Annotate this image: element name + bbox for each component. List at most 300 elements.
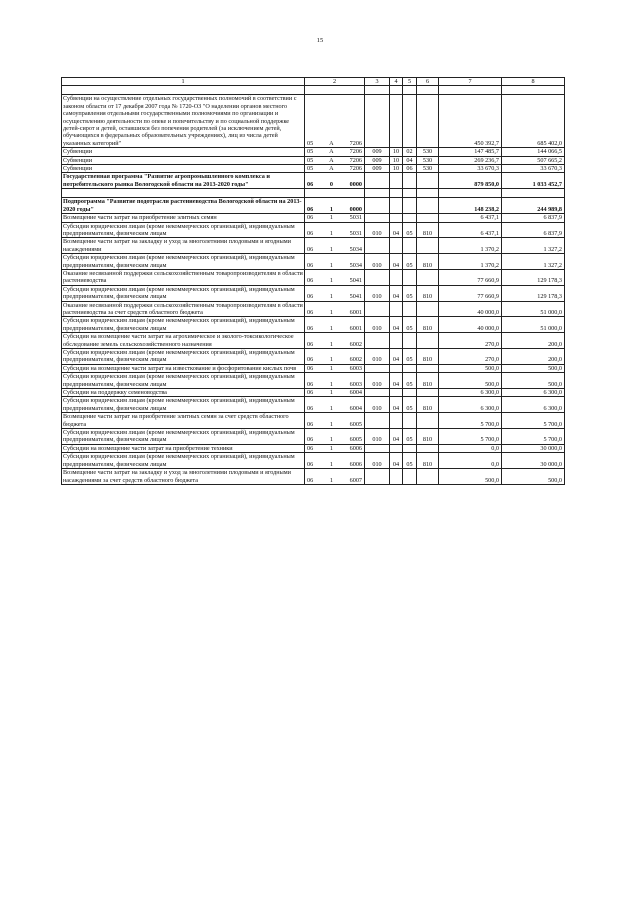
- row-name: Субсидии юридическим лицам (кроме некоммерческих организаций), индивидуальным предпринимателям, физическим лицам: [62, 453, 305, 469]
- row-amount-col7: 77 660,9: [439, 285, 502, 301]
- target-code-p1: 06: [307, 324, 314, 332]
- header-cell: 2: [305, 78, 365, 86]
- row-expense-type: 530: [417, 165, 439, 173]
- table-row: [62, 156, 565, 164]
- table-row: [62, 301, 565, 317]
- header-cell: 3: [365, 78, 390, 86]
- row-target-code: [305, 173, 365, 189]
- table-row: [62, 389, 565, 397]
- row-name: Субвенции: [62, 148, 305, 156]
- row-name: Оказание несвязанной поддержки сельскохозяйственным товаропроизводителям в области растениеводства: [63, 269, 303, 285]
- target-code-p3: 6007: [349, 476, 362, 484]
- row-ministry-code: [365, 269, 390, 285]
- target-code-p2: 1: [329, 308, 333, 316]
- row-target-code: [305, 165, 365, 173]
- row-section-code: 04: [390, 429, 403, 445]
- row-subsection-code: [403, 95, 417, 148]
- row-subsection-code: 05: [403, 254, 417, 270]
- target-code-p2: 1: [329, 364, 333, 372]
- target-code-p3: 7206: [349, 139, 362, 147]
- row-name: Субсидии юридическим лицам (кроме некоммерческих организаций), индивидуальным предпринимателям, физическим лицам: [62, 222, 305, 238]
- row-ministry-code: [365, 413, 390, 429]
- row-amount-col7: 33 670,3: [439, 165, 502, 173]
- row-amount-col8: 500,0: [502, 364, 565, 372]
- row-amount-col7: 500,0: [439, 373, 502, 389]
- row-name: Оказание несвязанной поддержки сельскохозяйственным товаропроизводителям в области растениеводства за счет средств областного бюджета: [63, 301, 303, 316]
- target-code-p3: 6005: [349, 420, 362, 428]
- target-code-p3: 0000: [349, 180, 362, 188]
- spacer-row: [62, 189, 565, 198]
- target-code-p2: А: [329, 148, 334, 156]
- row-target-code: [305, 238, 365, 254]
- target-code-p1: 06: [307, 444, 314, 452]
- row-amount-col7: 6 437,1: [439, 222, 502, 238]
- row-subsection-code: [403, 198, 417, 214]
- target-code-parts: [307, 165, 362, 172]
- spacer-cell: [417, 86, 439, 95]
- row-ministry-code: 010: [365, 254, 390, 270]
- row-amount-col8: 30 000,0: [502, 453, 565, 469]
- target-code-p1: 06: [307, 340, 314, 348]
- table-row: [62, 285, 565, 301]
- spacer-cell: [403, 86, 417, 95]
- row-ministry-code: [365, 364, 390, 372]
- row-amount-col8: 129 178,3: [502, 285, 565, 301]
- row-section-code: 04: [390, 254, 403, 270]
- table-row: [62, 173, 565, 189]
- row-section-code: 04: [390, 349, 403, 365]
- row-section-code: [390, 198, 403, 214]
- row-ministry-code: 009: [365, 148, 390, 156]
- row-subsection-code: [403, 413, 417, 429]
- target-code-parts: [307, 262, 362, 269]
- row-amount-col8: 685 402,0: [502, 95, 565, 148]
- header-cell: 5: [403, 78, 417, 86]
- target-code-p3: 7206: [349, 165, 362, 173]
- row-amount-col7: 40 000,0: [439, 317, 502, 333]
- target-code-p1: 05: [307, 165, 314, 173]
- row-section-code: [390, 214, 403, 222]
- target-code-p3: 5031: [349, 214, 362, 222]
- row-target-code: [305, 95, 365, 148]
- row-amount-col8: 51 000,0: [502, 301, 565, 317]
- budget-table: [61, 77, 565, 485]
- row-name: Субвенции: [62, 156, 305, 164]
- target-code-p1: 06: [307, 180, 314, 188]
- header-row: [62, 78, 565, 86]
- row-amount-col7: 270,0: [439, 333, 502, 349]
- row-name: Субвенции на осуществление отдельных государственных полномочий в соответствии с законом области от 17 декабря 2007 года № 1720-ОЗ "О наделении органов местного самоуправления отдельными государственными полномочиями по организации и осуществлению деятельности по опеке и попечительству и по социальной поддержке детей-сирот и детей, оставшихся без попечения родителей (за исключением детей, обучающихся в федеральных образовательных учреждениях), лиц из числа детей указанных категорий": [62, 95, 305, 148]
- row-ministry-code: [365, 198, 390, 214]
- row-amount-col7: 269 236,7: [439, 156, 502, 164]
- row-amount-col7: 1 370,2: [439, 254, 502, 270]
- row-name: Государственная программа "Развитие агропромышленного комплекса и потребительского рынка Вологодской области на 2013-2020 годы": [62, 173, 305, 189]
- row-amount-col8: 33 670,3: [502, 165, 565, 173]
- target-code-p1: 06: [307, 389, 314, 397]
- target-code-parts: [307, 309, 362, 316]
- table-row: [62, 269, 565, 285]
- target-code-parts: [307, 421, 362, 428]
- row-target-code: [305, 156, 365, 164]
- row-amount-col7: 0,0: [439, 453, 502, 469]
- row-target-code: [305, 469, 365, 485]
- row-target-code: [305, 317, 365, 333]
- row-section-code: [390, 95, 403, 148]
- row-target-code: [305, 373, 365, 389]
- row-expense-type: 530: [417, 148, 439, 156]
- row-section-code: [390, 469, 403, 485]
- target-code-parts: [307, 389, 362, 396]
- target-code-p1: 06: [307, 436, 314, 444]
- row-amount-col7: 450 392,7: [439, 95, 502, 148]
- target-code-p2: А: [329, 139, 334, 147]
- row-expense-type: 530: [417, 156, 439, 164]
- table-row: [62, 198, 565, 214]
- row-ministry-code: [365, 238, 390, 254]
- target-code-p3: 6006: [349, 460, 362, 468]
- row-target-code: [305, 453, 365, 469]
- target-code-p2: 1: [329, 293, 333, 301]
- row-section-code: [390, 333, 403, 349]
- row-section-code: [390, 238, 403, 254]
- row-section-code: 04: [390, 317, 403, 333]
- row-expense-type: [417, 238, 439, 254]
- row-amount-col8: 200,0: [502, 333, 565, 349]
- table-row: [62, 397, 565, 413]
- row-amount-col7: 1 370,2: [439, 238, 502, 254]
- row-amount-col7: 500,0: [439, 469, 502, 485]
- target-code-p1: 06: [307, 460, 314, 468]
- target-code-parts: [307, 381, 362, 388]
- row-target-code: [305, 389, 365, 397]
- row-ministry-code: [365, 214, 390, 222]
- row-expense-type: [417, 389, 439, 397]
- target-code-p1: 06: [307, 214, 314, 222]
- target-code-p2: А: [329, 165, 334, 173]
- target-code-p2: 0: [329, 180, 333, 188]
- target-code-p3: 7206: [349, 156, 362, 164]
- row-section-code: 10: [390, 148, 403, 156]
- target-code-parts: [307, 293, 362, 300]
- row-ministry-code: [365, 95, 390, 148]
- target-code-p2: 1: [329, 245, 333, 253]
- row-expense-type: 810: [417, 373, 439, 389]
- target-code-p1: 06: [307, 364, 314, 372]
- target-code-p2: 1: [329, 356, 333, 364]
- table-row: [62, 333, 565, 349]
- row-ministry-code: 010: [365, 285, 390, 301]
- spacer-cell: [417, 189, 439, 198]
- row-amount-col8: 30 000,0: [502, 444, 565, 452]
- row-expense-type: 810: [417, 453, 439, 469]
- spacer-cell: [439, 189, 502, 198]
- row-expense-type: [417, 469, 439, 485]
- row-subsection-code: [403, 269, 417, 285]
- spacer-cell: [365, 86, 390, 95]
- row-ministry-code: 009: [365, 156, 390, 164]
- row-amount-col8: 6 837,9: [502, 214, 565, 222]
- target-code-p2: 1: [329, 277, 333, 285]
- row-subsection-code: [403, 333, 417, 349]
- target-code-p3: 6002: [349, 356, 362, 364]
- row-section-code: [390, 444, 403, 452]
- table-row: [62, 364, 565, 372]
- spacer-cell: [439, 86, 502, 95]
- header-cell: 7: [439, 78, 502, 86]
- target-code-p3: 6002: [349, 340, 362, 348]
- row-expense-type: [417, 214, 439, 222]
- row-amount-col8: 1 327,2: [502, 254, 565, 270]
- row-ministry-code: 010: [365, 429, 390, 445]
- row-amount-col7: 500,0: [439, 364, 502, 372]
- row-target-code: [305, 413, 365, 429]
- row-subsection-code: 06: [403, 165, 417, 173]
- row-expense-type: 810: [417, 397, 439, 413]
- row-amount-col7: 6 300,0: [439, 389, 502, 397]
- target-code-p1: 06: [307, 476, 314, 484]
- row-expense-type: [417, 364, 439, 372]
- spacer-cell: [390, 86, 403, 95]
- row-expense-type: [417, 269, 439, 285]
- row-ministry-code: [365, 444, 390, 452]
- row-ministry-code: [365, 301, 390, 317]
- row-subsection-code: [403, 173, 417, 189]
- target-code-p2: 1: [329, 436, 333, 444]
- target-code-p1: 06: [307, 404, 314, 412]
- spacer-cell: [502, 189, 565, 198]
- row-amount-col8: 1 033 452,7: [502, 173, 565, 189]
- row-target-code: [305, 148, 365, 156]
- row-amount-col7: 77 660,9: [439, 269, 502, 285]
- row-name: Субсидии юридическим лицам (кроме некоммерческих организаций), индивидуальным предпринимателям, физическим лицам: [62, 373, 305, 389]
- target-code-p1: 05: [307, 148, 314, 156]
- target-code-parts: [307, 246, 362, 253]
- row-subsection-code: 05: [403, 373, 417, 389]
- spacer-row: [62, 86, 565, 95]
- target-code-parts: [307, 341, 362, 348]
- row-name: Субсидии юридическим лицам (кроме некоммерческих организаций), индивидуальным предпринимателям, физическим лицам: [62, 349, 305, 365]
- target-code-p2: 1: [329, 476, 333, 484]
- target-code-p1: 05: [307, 139, 314, 147]
- row-target-code: [305, 364, 365, 372]
- row-expense-type: 810: [417, 349, 439, 365]
- table-row: [62, 317, 565, 333]
- row-subsection-code: 02: [403, 148, 417, 156]
- row-name: Субсидии юридическим лицам (кроме некоммерческих организаций), индивидуальным предпринимателям, физическим лицам: [62, 397, 305, 413]
- row-subsection-code: [403, 214, 417, 222]
- row-section-code: [390, 364, 403, 372]
- row-section-code: [390, 389, 403, 397]
- row-ministry-code: 010: [365, 317, 390, 333]
- target-code-parts: [307, 214, 362, 221]
- spacer-cell: [305, 86, 365, 95]
- target-code-p3: 6001: [349, 308, 362, 316]
- target-code-p3: 6004: [349, 404, 362, 412]
- target-code-p1: 05: [307, 156, 314, 164]
- target-code-parts: [307, 461, 362, 468]
- target-code-p1: 06: [307, 229, 314, 237]
- target-code-p3: 5034: [349, 245, 362, 253]
- target-code-parts: [307, 445, 362, 452]
- row-subsection-code: [403, 389, 417, 397]
- row-ministry-code: [365, 173, 390, 189]
- row-target-code: [305, 214, 365, 222]
- row-target-code: [305, 301, 365, 317]
- target-code-parts: [307, 325, 362, 332]
- table-row: [62, 469, 565, 485]
- row-expense-type: [417, 444, 439, 452]
- row-subsection-code: 05: [403, 429, 417, 445]
- spacer-cell: [365, 189, 390, 198]
- row-target-code: [305, 397, 365, 413]
- target-code-p1: 06: [307, 261, 314, 269]
- target-code-p1: 06: [307, 308, 314, 316]
- target-code-p2: 1: [329, 420, 333, 428]
- target-code-p1: 06: [307, 245, 314, 253]
- target-code-p3: 5034: [349, 261, 362, 269]
- row-amount-col7: 5 700,0: [439, 429, 502, 445]
- spacer-cell: [62, 189, 305, 198]
- row-target-code: [305, 285, 365, 301]
- row-expense-type: [417, 413, 439, 429]
- row-amount-col8: 51 000,0: [502, 317, 565, 333]
- spacer-cell: [403, 189, 417, 198]
- target-code-parts: [307, 405, 362, 412]
- header-cell: 1: [62, 78, 305, 86]
- target-code-p2: 1: [329, 389, 333, 397]
- table-row: [62, 165, 565, 173]
- row-amount-col8: 244 989,8: [502, 198, 565, 214]
- row-subsection-code: 05: [403, 317, 417, 333]
- row-name: Возмещение части затрат на закладку и уход за многолетними плодовыми и ягодными насаждениями за счет средств областного бюджета: [62, 469, 305, 485]
- row-subsection-code: 05: [403, 222, 417, 238]
- row-expense-type: [417, 95, 439, 148]
- row-target-code: [305, 333, 365, 349]
- row-name: Субсидии юридическим лицам (кроме некоммерческих организаций), индивидуальным предпринимателям, физическим лицам: [62, 429, 305, 445]
- row-expense-type: [417, 198, 439, 214]
- spacer-cell: [502, 86, 565, 95]
- target-code-p3: 6001: [349, 324, 362, 332]
- row-expense-type: [417, 301, 439, 317]
- row-amount-col7: 40 000,0: [439, 301, 502, 317]
- target-code-p2: 1: [329, 444, 333, 452]
- target-code-p3: 6006: [349, 444, 362, 452]
- row-section-code: 10: [390, 156, 403, 164]
- row-amount-col8: 6 837,9: [502, 222, 565, 238]
- row-target-code: [305, 349, 365, 365]
- target-code-parts: [307, 206, 362, 213]
- row-amount-col8: 144 066,5: [502, 148, 565, 156]
- row-section-code: [390, 269, 403, 285]
- row-subsection-code: [403, 364, 417, 372]
- target-code-p1: 06: [307, 356, 314, 364]
- row-name: Подпрограмма "Развитие подотрасли растениеводства Вологодской области на 2013-2020 годы": [62, 198, 305, 214]
- row-section-code: 04: [390, 453, 403, 469]
- row-amount-col7: 5 700,0: [439, 413, 502, 429]
- row-subsection-code: 05: [403, 453, 417, 469]
- target-code-p2: 1: [329, 324, 333, 332]
- target-code-p2: 1: [329, 340, 333, 348]
- spacer-cell: [390, 189, 403, 198]
- row-amount-col7: 879 850,0: [439, 173, 502, 189]
- row-target-code: [305, 198, 365, 214]
- page-number: 15: [316, 37, 324, 44]
- table-row: [62, 373, 565, 389]
- row-name: Субсидии на возмещение части затрат на приобретение техники: [62, 444, 305, 452]
- row-amount-col8: 200,0: [502, 349, 565, 365]
- row-ministry-code: 010: [365, 373, 390, 389]
- row-ministry-code: 010: [365, 453, 390, 469]
- table-row: [62, 453, 565, 469]
- target-code-p3: 6003: [349, 380, 362, 388]
- target-code-p3: 6005: [349, 436, 362, 444]
- row-expense-type: 810: [417, 429, 439, 445]
- target-code-parts: [307, 477, 362, 484]
- target-code-p2: 1: [329, 229, 333, 237]
- row-subsection-code: 05: [403, 397, 417, 413]
- row-target-code: [305, 254, 365, 270]
- target-code-p3: 5041: [349, 277, 362, 285]
- target-code-parts: [307, 148, 362, 155]
- target-code-parts: [307, 365, 362, 372]
- target-code-p1: 06: [307, 205, 314, 213]
- row-amount-col7: 270,0: [439, 349, 502, 365]
- target-code-p2: 1: [329, 380, 333, 388]
- row-name: Субсидии на возмещение части затрат на агрохимическое и эколого-токсикологическое обследование земель сельскохозяйственного назначения: [62, 333, 305, 349]
- row-subsection-code: 05: [403, 285, 417, 301]
- row-section-code: 10: [390, 165, 403, 173]
- target-code-p3: 6003: [349, 364, 362, 372]
- row-section-code: 04: [390, 397, 403, 413]
- target-code-p2: 1: [329, 205, 333, 213]
- row-amount-col8: 5 700,0: [502, 429, 565, 445]
- target-code-p3: 5041: [349, 293, 362, 301]
- row-amount-col7: 148 238,2: [439, 198, 502, 214]
- row-amount-col7: 147 485,7: [439, 148, 502, 156]
- row-subsection-code: [403, 238, 417, 254]
- row-subsection-code: 05: [403, 349, 417, 365]
- row-ministry-code: [365, 389, 390, 397]
- row-subsection-code: 04: [403, 156, 417, 164]
- target-code-p2: 1: [329, 261, 333, 269]
- row-name: Возмещение части затрат на закладку и уход за многолетними плодовыми и ягодными насаждениями: [62, 238, 305, 254]
- target-code-parts: [307, 140, 362, 147]
- target-code-p3: 5031: [349, 229, 362, 237]
- row-expense-type: 810: [417, 317, 439, 333]
- row-name: Возмещение части затрат на приобретение элитных семян за счет средств областного бюджета: [62, 413, 305, 429]
- row-amount-col8: 6 300,0: [502, 397, 565, 413]
- row-expense-type: [417, 173, 439, 189]
- row-ministry-code: 010: [365, 397, 390, 413]
- table-row: [62, 95, 565, 148]
- row-ministry-code: [365, 333, 390, 349]
- target-code-p3: 7206: [349, 148, 362, 156]
- row-expense-type: 810: [417, 254, 439, 270]
- header-cell: 4: [390, 78, 403, 86]
- target-code-p2: 1: [329, 404, 333, 412]
- row-amount-col8: 500,0: [502, 373, 565, 389]
- row-name: Возмещение части затрат на приобретение элитных семян: [62, 214, 305, 222]
- row-expense-type: 810: [417, 222, 439, 238]
- table-row: [62, 413, 565, 429]
- row-subsection-code: [403, 301, 417, 317]
- row-ministry-code: 009: [365, 165, 390, 173]
- table-row: [62, 444, 565, 452]
- target-code-parts: [307, 181, 362, 188]
- target-code-parts: [307, 157, 362, 164]
- row-amount-col8: 6 300,0: [502, 389, 565, 397]
- target-code-p1: 06: [307, 420, 314, 428]
